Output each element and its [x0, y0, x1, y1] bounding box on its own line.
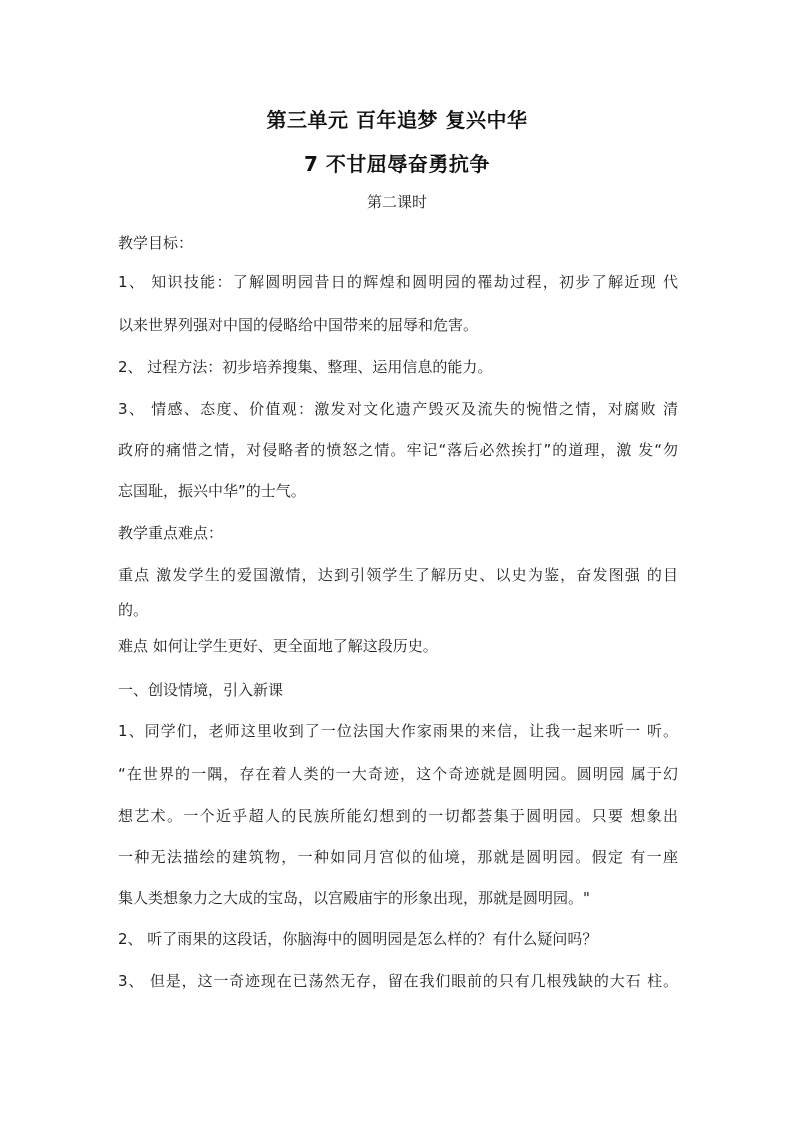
lesson-title: 7 不甘屈辱奋勇抗争 — [304, 152, 490, 176]
paragraph-line: 3、 情感、态度、价值观：激发对文化遗产毁灭及流失的惋惜之情，对腐败 清 — [118, 400, 678, 418]
section-heading: 一、创设情境，引入新课 — [118, 681, 284, 699]
paragraph-line: 想艺术。一个近乎超人的民族所能幻想到的一切都荟集于圆明园。只要 想象出 — [118, 807, 678, 825]
paragraph-line: 一种无法描绘的建筑物，一种如同月宫似的仙境，那就是圆明园。假定 有一座 — [118, 848, 678, 866]
paragraph-line: 以来世界列强对中国的侵略给中国带来的屈辱和危害。 — [118, 316, 479, 334]
unit-title: 第三单元 百年追梦 复兴中华 — [266, 108, 528, 132]
paragraph-line: 1、 知识技能：了解圆明园昔日的辉煌和圆明园的罹劫过程，初步了解近现 代 — [118, 273, 678, 291]
paragraph-line: 1、同学们，老师这里收到了一位法国大作家雨果的来信，让我一起来听一 听。 — [118, 722, 678, 740]
paragraph-line: 2、 听了雨果的这段话，你脑海中的圆明园是怎么样的？有什么疑问吗？ — [118, 930, 598, 948]
paragraph-line: 政府的痛惜之情，对侵略者的愤怒之情。牢记“落后必然挨打”的道理，激 发“勿 — [118, 441, 678, 459]
paragraph-line: 2、 过程方法：初步培养搜集、整理、运用信息的能力。 — [118, 358, 493, 376]
paragraph-line: 忘国耻，振兴中华”的士气。 — [118, 482, 306, 500]
key-points-heading: 教学重点难点： — [118, 524, 224, 542]
period-label: 第二课时 — [366, 193, 427, 211]
paragraph-line: 重点 激发学生的爱国激情，达到引领学生了解历史、以史为鉴，奋发图强 的目 — [118, 566, 678, 584]
paragraph-line: 3、 但是，这一奇迹现在已荡然无存，留在我们眼前的只有几根残缺的大石 柱。 — [118, 972, 678, 990]
paragraph-line: 的。 — [118, 601, 149, 619]
paragraph-line: “在世界的一隅，存在着人类的一大奇迹，这个奇迹就是圆明园。圆明园 属于幻 — [118, 765, 678, 783]
objectives-heading: 教学目标： — [118, 234, 194, 252]
paragraph-line: 难点 如何让学生更好、更全面地了解这段历史。 — [118, 637, 438, 655]
paragraph-line: 集人类想象力之大成的宝岛，以宫殿庙宇的形象出现，那就是圆明园。" — [118, 889, 590, 907]
